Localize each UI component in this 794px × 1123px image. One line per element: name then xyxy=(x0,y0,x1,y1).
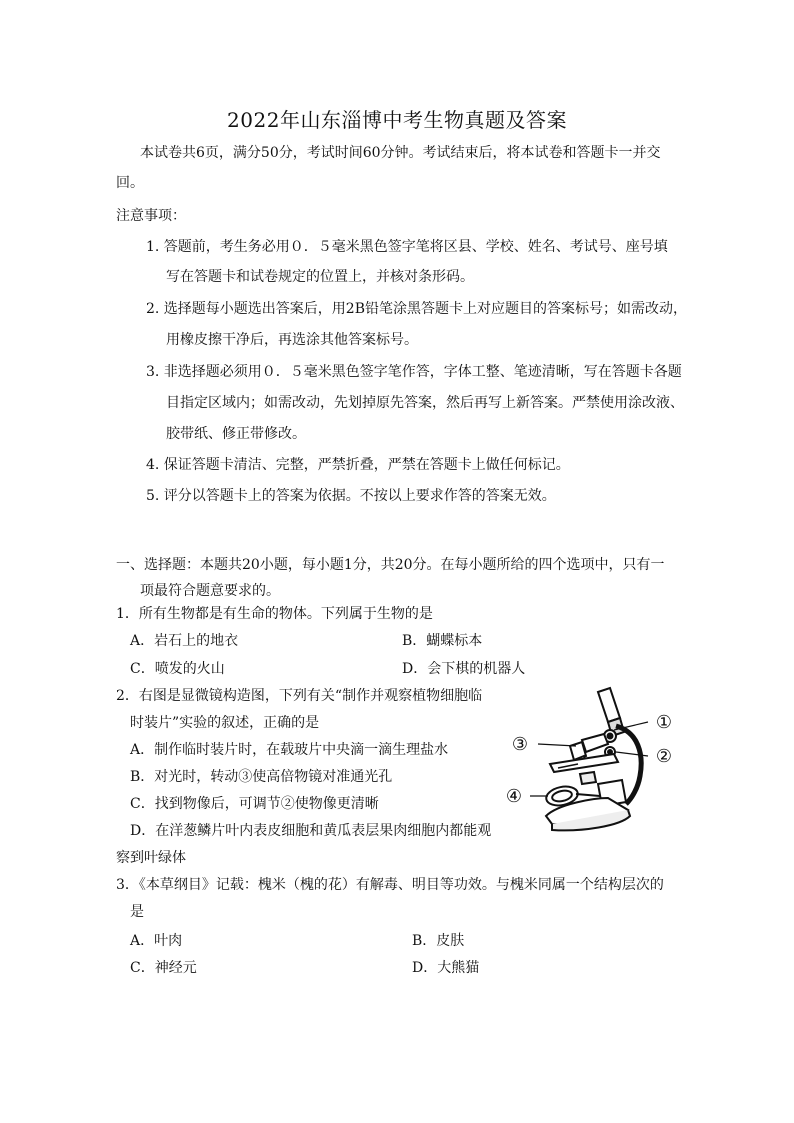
q3-stem-line-1: 3．《本草纲目》记载：槐米（槐的花）有解毒、明目等功效。与槐米同属一个结构层次的 xyxy=(116,877,664,893)
intro-line-2: 回。 xyxy=(116,175,144,191)
q2-option-c: C．找到物像后，可调节②使物像更清晰 xyxy=(130,796,379,812)
microscope-diagram xyxy=(498,684,688,844)
notice-item-4: 4. 保证答题卡清洁、完整，严禁折叠，严禁在答题卡上做任何标记。 xyxy=(146,457,570,473)
label-4: ④ xyxy=(505,786,523,807)
notice-item-3-line-3: 胶带纸、修正带修改。 xyxy=(166,426,306,442)
q2-stem-line-1: 2．右图是显微镜构造图，下列有关“制作并观察植物细胞临 xyxy=(116,688,483,704)
notice-item-1-line-1: 1. 答题前，考生务必用０．５毫米黑色签字笔将区县、学校、姓名、考试号、座号填 xyxy=(146,239,668,255)
notice-item-2-line-1: 2. 选择题每小题选出答案后，用2B铅笔涂黑答题卡上对应题目的答案标号；如需改动， xyxy=(146,301,688,317)
notice-item-1-line-2: 写在答题卡和试卷规定的位置上，并核对条形码。 xyxy=(166,269,474,285)
notice-item-2-line-2: 用橡皮擦干净后，再选涂其他答案标号。 xyxy=(166,332,418,348)
q2-option-d-line-1: D．在洋葱鳞片叶内表皮细胞和黄瓜表层果肉细胞内都能观 xyxy=(130,823,492,839)
q1-option-c: C．喷发的火山 xyxy=(130,661,225,677)
section1-line-1: 一、选择题：本题共20小题，每小题1分，共20分。在每小题所给的四个选项中，只有一 xyxy=(116,557,665,573)
notice-item-5: 5. 评分以答题卡上的答案为依据。不按以上要求作答的答案无效。 xyxy=(146,488,556,504)
q3-option-d: D．大熊猫 xyxy=(412,960,480,976)
section1-line-2: 项最符合题意要求的。 xyxy=(140,583,280,599)
label-1: ① xyxy=(655,712,673,733)
q2-stem-line-2: 时装片”实验的叙述，正确的是 xyxy=(130,715,320,731)
q3-stem-line-2: 是 xyxy=(130,904,144,920)
q2-option-d-line-2: 察到叶绿体 xyxy=(116,850,186,866)
notice-heading: 注意事项： xyxy=(116,208,186,224)
q1-stem: 1．所有生物都是有生命的物体。下列属于生物的是 xyxy=(116,606,433,622)
microscope-icon xyxy=(498,684,688,844)
page-title: 2022年山东淄博中考生物真题及答案 xyxy=(227,108,567,132)
notice-item-3-line-1: 3. 非选择题必须用０．５毫米黑色签字笔作答，字体工整、笔迹清晰，写在答题卡各题 xyxy=(146,364,682,380)
q1-option-b: B．蝴蝶标本 xyxy=(402,633,483,649)
intro-line-1: 本试卷共6页，满分50分，考试时间60分钟。考试结束后，将本试卷和答题卡一并交 xyxy=(140,145,661,161)
q2-option-b: B．对光时，转动③使高倍物镜对准通光孔 xyxy=(130,769,393,785)
q3-option-c: C．神经元 xyxy=(130,960,197,976)
label-2: ② xyxy=(655,746,673,767)
q1-option-d: D．会下棋的机器人 xyxy=(402,661,526,677)
notice-item-3-line-2: 目指定区域内；如需改动，先划掉原先答案，然后再写上新答案。严禁使用涂改液、 xyxy=(166,395,684,411)
label-3: ③ xyxy=(511,734,529,755)
q2-option-a: A．制作临时装片时，在载玻片中央滴一滴生理盐水 xyxy=(130,742,449,758)
q1-option-a: A．岩石上的地衣 xyxy=(130,633,239,649)
q3-option-a: A．叶肉 xyxy=(130,933,183,949)
q3-option-b: B．皮肤 xyxy=(412,933,465,949)
